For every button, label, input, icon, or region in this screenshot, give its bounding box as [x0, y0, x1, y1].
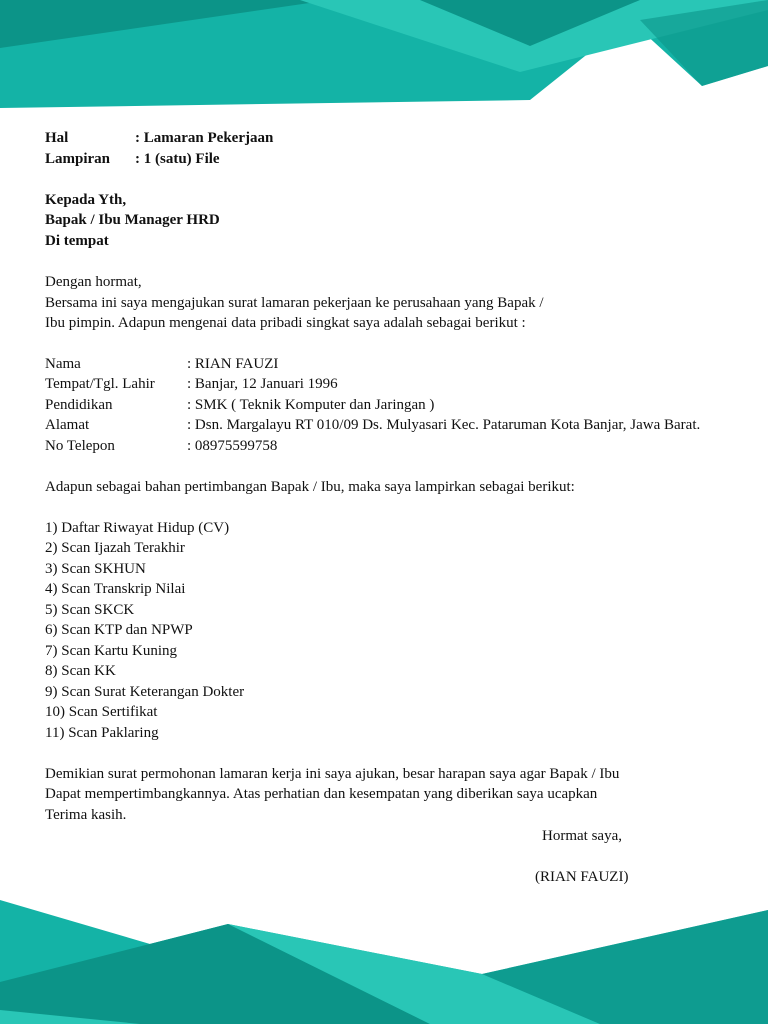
opening-line-1: Bersama ini saya mengajukan surat lamaran pekerjaan ke perusahaan yang Bapak /: [45, 295, 544, 311]
list-item: 4) Scan Transkrip Nilai: [45, 581, 186, 597]
list-item: 5) Scan SKCK: [45, 602, 135, 618]
list-item: 6) Scan KTP dan NPWP: [45, 622, 193, 638]
data-row: [0, 415, 768, 435]
list-item: 3) Scan SKHUN: [45, 561, 146, 577]
list-item: 1) Daftar Riwayat Hidup (CV): [45, 520, 230, 536]
data-row: [0, 374, 768, 394]
list-item: 2) Scan Ijazah Terakhir: [45, 540, 185, 556]
list-item: 11) Scan Paklaring: [45, 725, 159, 741]
lampiran-label: Lampiran: [45, 151, 111, 167]
hal-value: : Lamaran Pekerjaan: [135, 130, 274, 146]
list-item: 9) Scan Surat Keterangan Dokter: [45, 684, 245, 700]
greeting: Dengan hormat,: [45, 274, 142, 290]
data-row: [0, 436, 768, 456]
closing-line-2: Dapat mempertimbangkannya. Atas perhatian dan kesempatan yang diberikan saya ucapkan: [45, 786, 598, 802]
list-item: 7) Scan Kartu Kuning: [45, 643, 178, 659]
attachments-intro: Adapun sebagai bahan pertimbangan Bapak / Ibu, maka saya lampirkan sebagai berikut:: [45, 479, 575, 495]
recipient-line-3: Di tempat: [45, 233, 109, 249]
list-item: 8) Scan KK: [45, 663, 116, 679]
list-item: 10) Scan Sertifikat: [45, 704, 158, 720]
data-label: No Telepon: [45, 438, 115, 454]
header-decoration: [0, 0, 768, 110]
recipient-line-2: Bapak / Ibu Manager HRD: [45, 212, 220, 228]
data-row: [0, 354, 768, 374]
data-value: : SMK ( Teknik Komputer dan Jaringan ): [187, 397, 435, 413]
data-row: [0, 395, 768, 415]
data-label: Tempat/Tgl. Lahir: [45, 376, 155, 392]
data-label: Pendidikan: [45, 397, 113, 413]
data-value: : 08975599758: [187, 438, 278, 454]
data-value: : Banjar, 12 Januari 1996: [187, 376, 338, 392]
hal-label: Hal: [45, 130, 69, 146]
opening-line-2: Ibu pimpin. Adapun mengenai data pribadi singkat saya adalah sebagai berikut :: [45, 315, 526, 331]
signature-name: (RIAN FAUZI): [535, 869, 629, 885]
footer-decoration: [0, 890, 768, 1024]
closing-line-1: Demikian surat permohonan lamaran kerja ini saya ajukan, besar harapan saya agar Bapak / Ibu: [45, 766, 620, 782]
data-label: Nama: [45, 356, 81, 372]
data-label: Alamat: [45, 417, 90, 433]
data-value: : Dsn. Margalayu RT 010/09 Ds. Mulyasari Kec. Pataruman Kota Banjar, Jawa Barat.: [187, 417, 701, 433]
data-value: : RIAN FAUZI: [187, 356, 279, 372]
lampiran-value: : 1 (satu) File: [135, 151, 220, 167]
recipient-line-1: Kepada Yth,: [45, 192, 127, 208]
closing-line-3: Terima kasih.: [45, 807, 127, 823]
signature-salutation: Hormat saya,: [542, 828, 622, 844]
